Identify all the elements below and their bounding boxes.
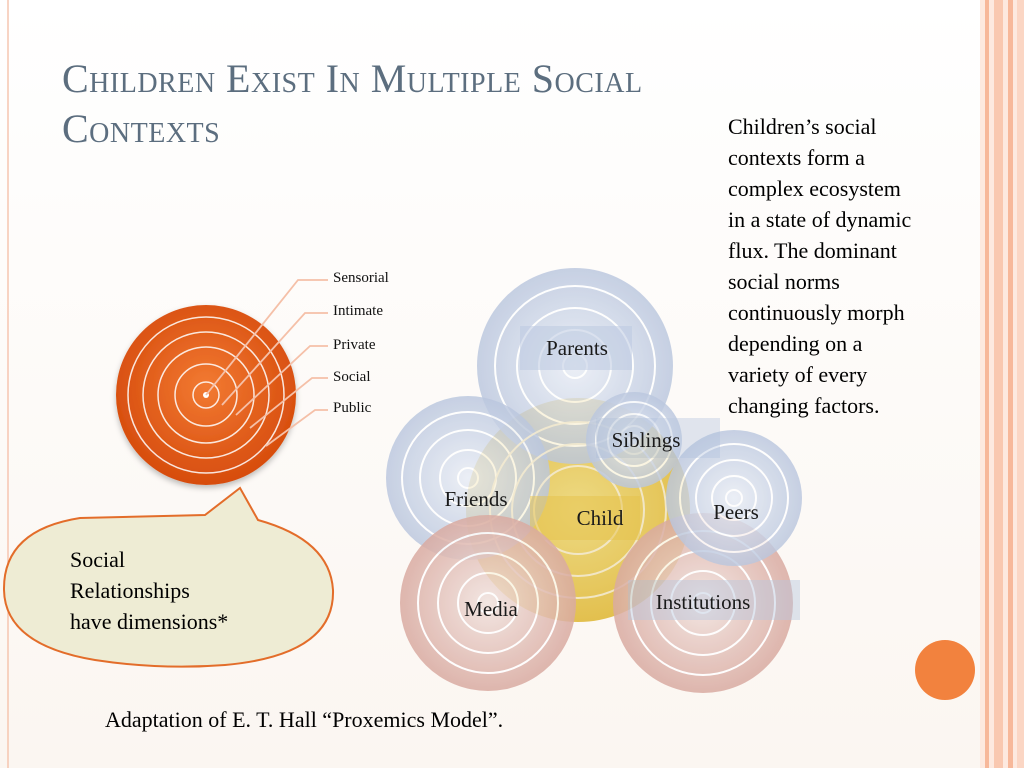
node-label-media: Media bbox=[464, 597, 518, 621]
dimension-label-public: Public bbox=[333, 400, 372, 416]
node-label-institutions: Institutions bbox=[655, 590, 751, 614]
dimension-label-sensorial: Sensorial bbox=[333, 270, 389, 286]
dimension-label-social: Social bbox=[333, 369, 371, 385]
dimension-label-private: Private bbox=[333, 337, 376, 353]
slide-title-line-2: Contexts bbox=[62, 106, 221, 151]
description-text: Children’s social contexts form a complex ecosystem in a state of dynamic flux. The dominant social norms continuously morph depending on a variety of every changing factors. bbox=[728, 114, 912, 418]
footer-citation: Adaptation of E. T. Hall “Proxemics Model”. bbox=[105, 707, 504, 732]
slide-title-line-1: Children Exist In Multiple Social bbox=[62, 56, 643, 101]
node-label-siblings: Siblings bbox=[611, 428, 681, 452]
node-label-parents: Parents bbox=[546, 336, 608, 360]
node-label-friends: Friends bbox=[444, 487, 508, 511]
node-label-peers: Peers bbox=[713, 500, 759, 524]
slide-title bbox=[62, 54, 822, 154]
callout-text: Social Relationships have dimensions* bbox=[70, 547, 229, 634]
node-label-child: Child bbox=[576, 506, 624, 530]
dimension-label-intimate: Intimate bbox=[333, 303, 383, 319]
